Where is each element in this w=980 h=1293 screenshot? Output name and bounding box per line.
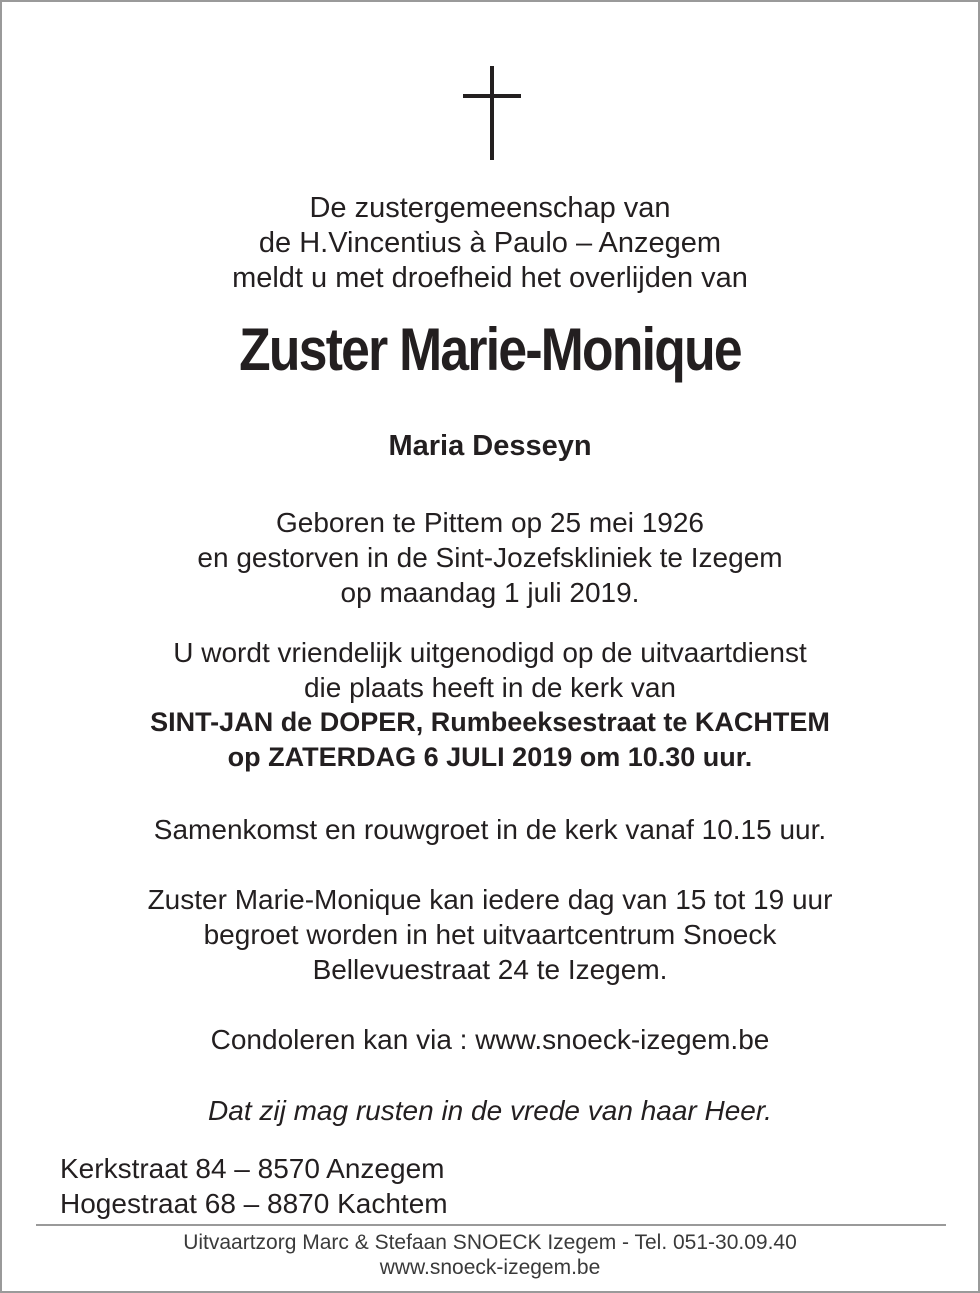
prayer-line: Dat zij mag rusten in de vrede van haar Heer. <box>208 1095 772 1126</box>
address-anzegem: Kerkstraat 84 – 8570 Anzegem <box>60 1153 445 1184</box>
footer-company: Uitvaartzorg Marc & Stefaan SNOECK Izegem - Tel. 051-30.09.40 <box>183 1231 797 1254</box>
address-kachtem: Hogestraat 68 – 8870 Kachtem <box>60 1188 448 1219</box>
invitation-line-1: U wordt vriendelijk uitgenodigd op de uitvaartdienst <box>173 637 807 668</box>
footer-website: www.snoeck-izegem.be <box>379 1256 601 1279</box>
intro-line-2: de H.Vincentius à Paulo – Anzegem <box>258 227 722 259</box>
footer-divider <box>36 1224 946 1226</box>
condolence-info: Condoleren kan via : www.snoeck-izegem.be <box>210 1024 770 1055</box>
death-date-line: op maandag 1 juli 2019. <box>340 577 640 608</box>
invitation-line-2: die plaats heeft in de kerk van <box>303 672 676 703</box>
intro-line-3: meldt u met droefheid het overlijden van <box>232 262 748 294</box>
gathering-info: Samenkomst en rouwgroet in de kerk vanaf 10.15 uur. <box>153 814 827 845</box>
service-location: SINT-JAN de DOPER, Rumbeeksestraat te KACHTEM <box>150 707 830 737</box>
death-line: en gestorven in de Sint-Jozefskliniek te Izegem <box>197 542 783 573</box>
birth-line: Geboren te Pittem op 25 mei 1926 <box>275 507 705 538</box>
visitation-line-2: begroet worden in het uitvaartcentrum Snoeck <box>203 919 777 950</box>
civil-name: Maria Desseyn <box>388 430 592 462</box>
intro-line-1: De zustergemeenschap van <box>309 192 671 224</box>
cross-icon <box>463 66 523 160</box>
visitation-line-1: Zuster Marie-Monique kan iedere dag van 15 tot 19 uur <box>147 884 833 915</box>
deceased-name: Zuster Marie-Monique <box>239 316 741 383</box>
service-datetime: op ZATERDAG 6 JULI 2019 om 10.30 uur. <box>227 742 753 772</box>
visitation-line-3: Bellevuestraat 24 te Izegem. <box>312 954 668 985</box>
